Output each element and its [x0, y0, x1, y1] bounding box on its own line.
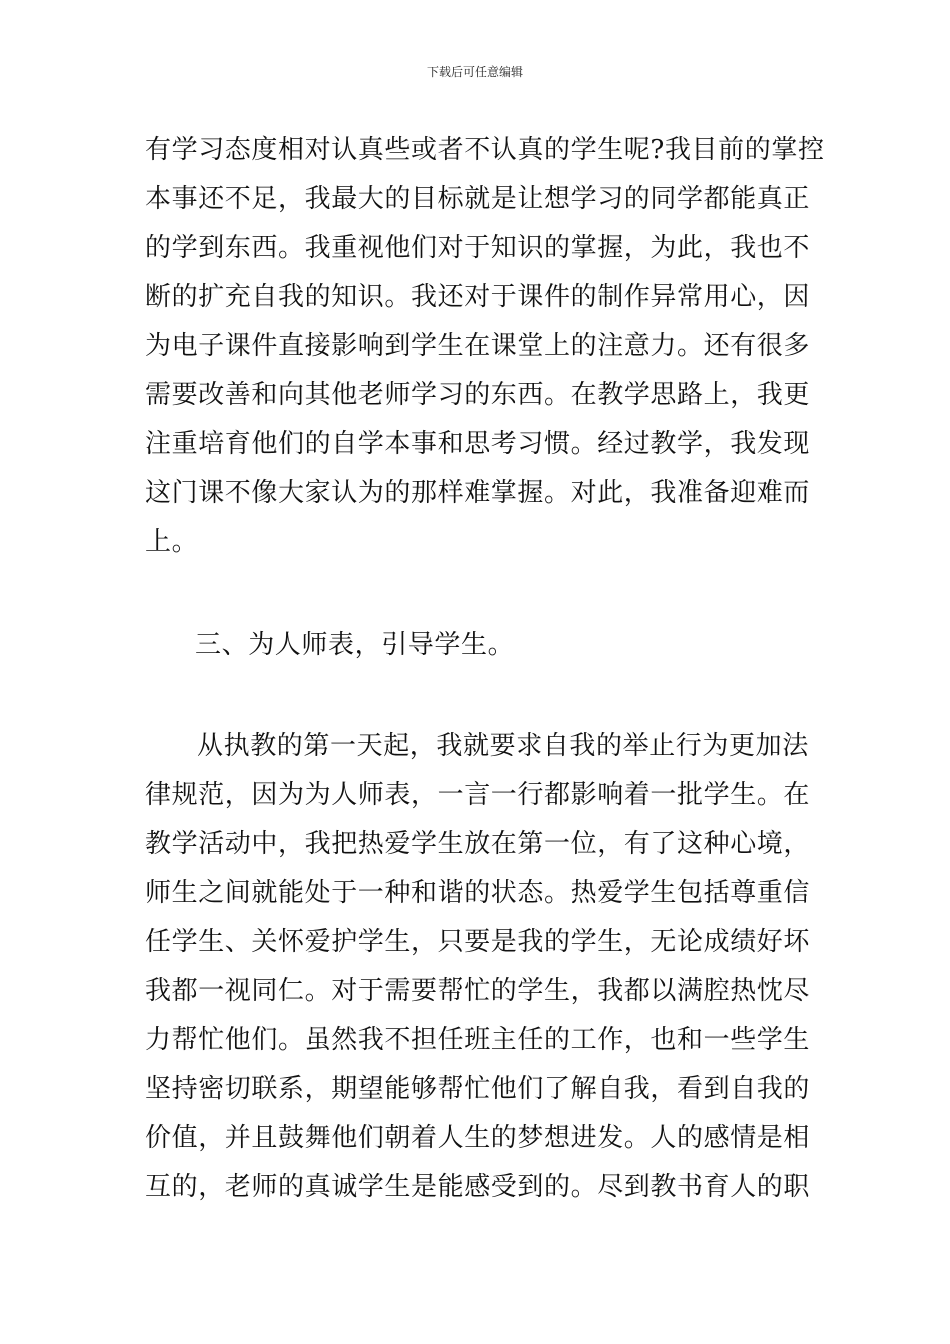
page-header-note: 下载后可任意编辑	[426, 65, 523, 79]
paragraph-line: 这门课不像大家认为的那样难掌握。对此，我准备迎难而	[145, 478, 811, 508]
paragraph-line: 需要改善和向其他老师学习的东西。在教学思路上，我更	[145, 380, 811, 410]
paragraph-line: 有学习态度相对认真些或者不认真的学生呢?我目前的掌控	[145, 135, 825, 165]
paragraph-line: 互的，老师的真诚学生是能感受到的。尽到教书育人的职	[145, 1172, 811, 1202]
paragraph-line: 价值，并且鼓舞他们朝着人生的梦想进发。人的感情是相	[145, 1123, 811, 1153]
paragraph-line: 教学活动中，我把热爱学生放在第一位，有了这种心境，	[145, 829, 811, 859]
paragraph-line: 本事还不足，我最大的目标就是让想学习的同学都能真正	[145, 184, 811, 214]
paragraph-line: 断的扩充自我的知识。我还对于课件的制作异常用心，因	[145, 282, 811, 312]
paragraph-line: 上。	[145, 527, 199, 557]
paragraph-line: 为电子课件直接影响到学生在课堂上的注意力。还有很多	[145, 331, 811, 361]
paragraph-line: 注重培育他们的自学本事和思考习惯。经过教学，我发现	[145, 429, 811, 459]
paragraph-line: 师生之间就能处于一种和谐的状态。热爱学生包括尊重信	[145, 878, 811, 908]
paragraph-line: 坚持密切联系，期望能够帮忙他们了解自我，看到自我的	[145, 1074, 811, 1104]
section-heading: 三、为人师表，引导学生。	[195, 630, 515, 660]
paragraph-line: 力帮忙他们。虽然我不担任班主任的工作，也和一些学生	[145, 1025, 811, 1055]
paragraph-line: 我都一视同仁。对于需要帮忙的学生，我都以满腔热忱尽	[145, 976, 811, 1006]
paragraph-line: 任学生、关怀爱护学生，只要是我的学生，无论成绩好坏	[145, 927, 811, 957]
paragraph-line: 律规范，因为为人师表，一言一行都影响着一批学生。在	[145, 780, 811, 810]
paragraph-line: 从执教的第一天起，我就要求自我的举止行为更加法	[197, 731, 809, 761]
paragraph-line: 的学到东西。我重视他们对于知识的掌握，为此，我也不	[145, 233, 811, 263]
